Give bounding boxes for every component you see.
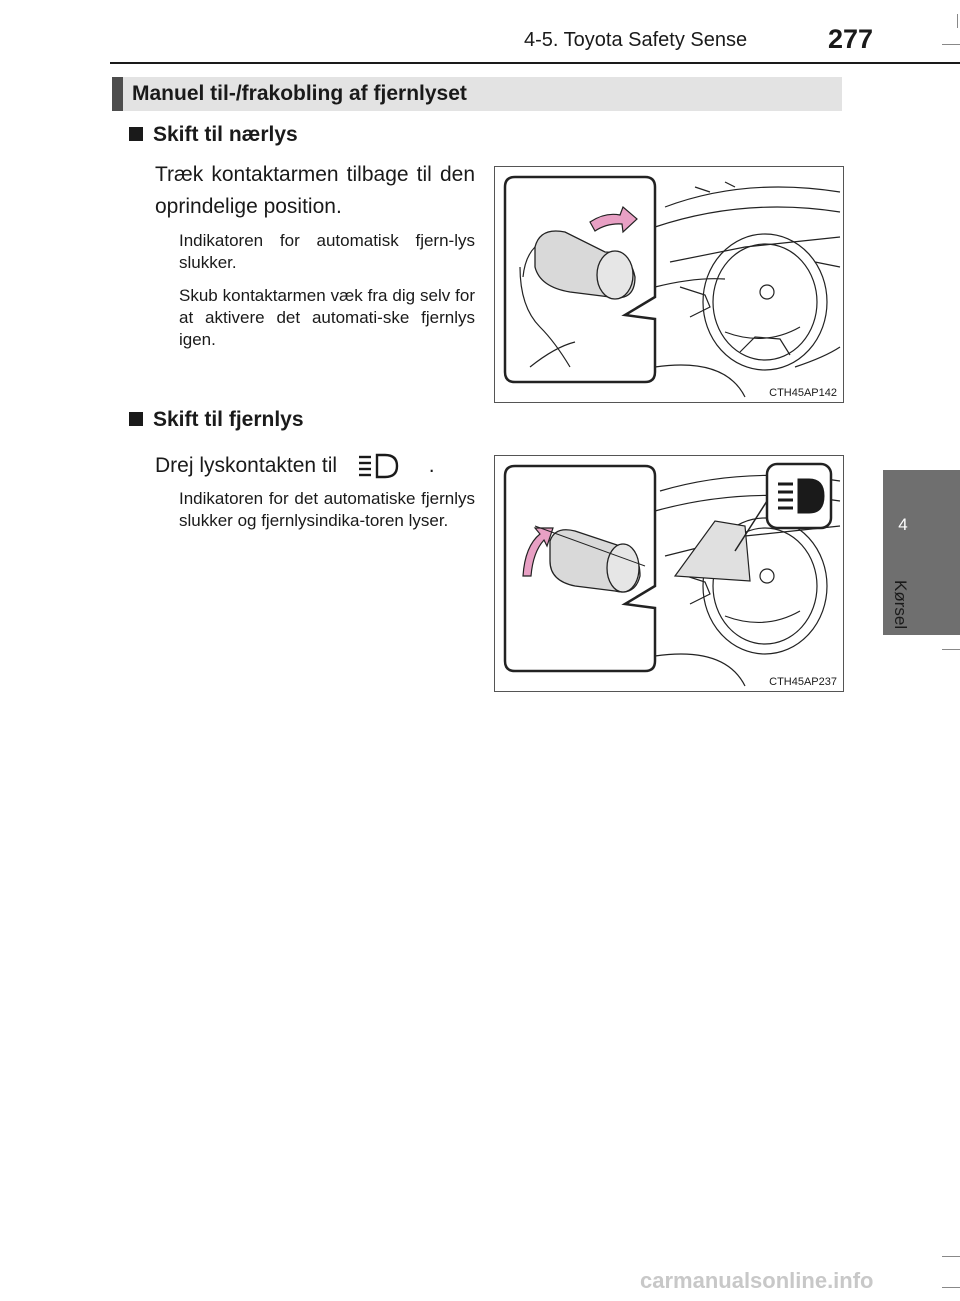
- page-number: 277: [828, 24, 874, 54]
- section-accent: [112, 77, 123, 111]
- crop-mark: [957, 14, 958, 28]
- high-beam-icon: [357, 453, 401, 479]
- subheading-low-beam: Skift til nærlys: [129, 123, 298, 147]
- square-bullet-icon: [129, 127, 143, 141]
- note-low-beam-1: Indikatoren for automatisk fjern-lys slukker.: [179, 231, 475, 272]
- chapter-label: Kørsel: [891, 580, 910, 630]
- watermark: carmanualsonline.info: [640, 1268, 874, 1293]
- section-title: Manuel til-/frakobling af fjernlyset: [132, 82, 467, 105]
- header-divider: [110, 62, 960, 64]
- note-low-beam-2: Skub kontaktarmen væk fra dig selv for at aktivere det automati-ske fjernlys igen.: [179, 286, 475, 349]
- crop-mark: [942, 649, 960, 650]
- square-bullet-icon: [129, 412, 143, 426]
- header-section-title: 4-5. Toyota Safety Sense: [524, 29, 748, 51]
- lever-pull-illustration: [495, 167, 843, 402]
- lever-rotate-illustration: [495, 456, 843, 691]
- subheading-high-beam: Skift til fjernlys: [129, 408, 304, 432]
- figure-high-beam: [494, 455, 844, 692]
- figure-code: CTH45AP237: [769, 676, 837, 688]
- instruction-high-beam: Drej lyskontakten til .: [155, 450, 475, 482]
- crop-mark: [942, 1287, 960, 1288]
- section-heading-bar: [112, 77, 842, 111]
- crop-mark: [942, 1256, 960, 1257]
- note-high-beam-1: Indikatoren for det automatiske fjernlys slukker og fjernlysindika-toren lyser.: [179, 489, 475, 530]
- figure-low-beam: [494, 166, 844, 403]
- figure-code: CTH45AP142: [769, 387, 837, 399]
- instruction-low-beam: Træk kontaktarmen tilbage til den oprindelige position.: [155, 163, 475, 218]
- chapter-number: 4: [898, 515, 908, 534]
- crop-mark: [942, 44, 960, 45]
